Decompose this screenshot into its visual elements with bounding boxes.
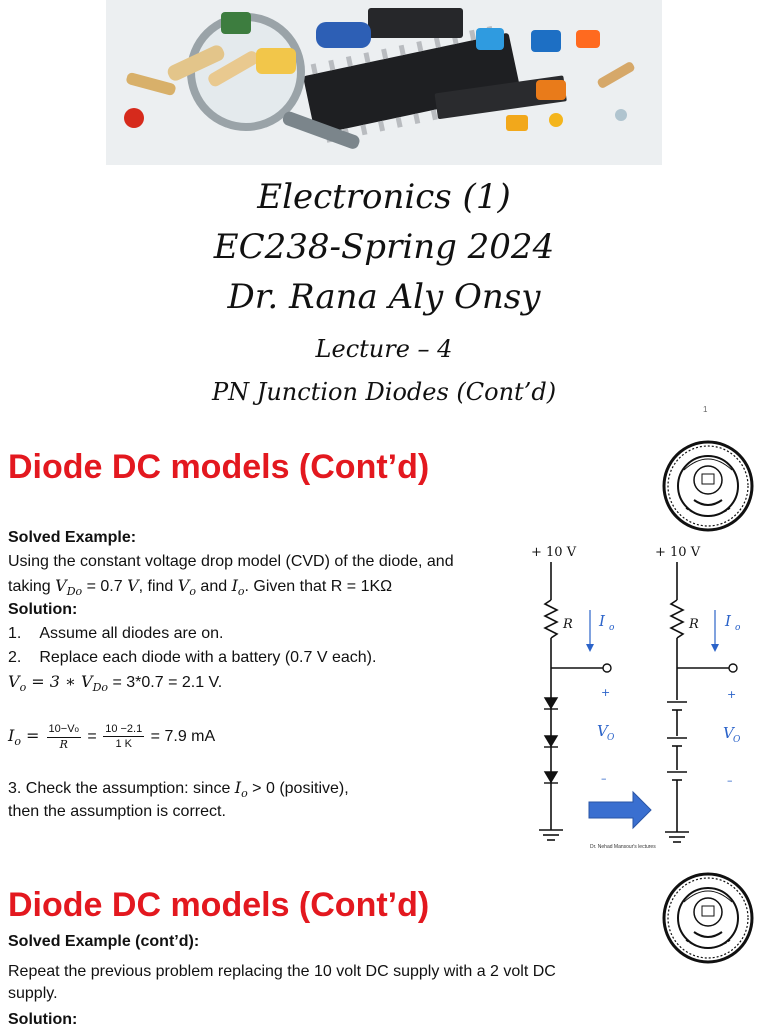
slide-heading: Diode DC models (Cont’d) — [8, 886, 430, 924]
math-subscript: Do — [66, 585, 83, 598]
io-equation — [8, 720, 215, 758]
text-fragment: . Given that R = 1KΩ — [244, 578, 393, 595]
text-fragment: > 0 (positive), — [247, 780, 349, 797]
supply-label-left: + 10 V — [531, 545, 577, 560]
text-fragment: = 7.9 mA — [146, 728, 216, 745]
math-operator: = 3 ∗ — [26, 672, 81, 691]
minus-sign-right: – — [727, 774, 733, 787]
math-v: V — [127, 576, 139, 595]
university-seal-icon — [662, 440, 754, 532]
right-arrow-icon — [589, 792, 651, 828]
instructor-name: Dr. Rana Aly Onsy — [227, 277, 541, 317]
text-fragment: and — [195, 578, 232, 595]
solution-label: Solution: — [8, 1011, 78, 1024]
vout-label-right: V — [723, 724, 734, 742]
resistor-label-left: R — [563, 617, 573, 632]
current-subscript-right: o — [735, 623, 741, 633]
title-block — [0, 172, 768, 412]
text-fragment: , find — [138, 578, 178, 595]
check-line-2: then the assumption is correct. — [8, 803, 226, 820]
course-code: EC238-Spring 2024 — [213, 227, 555, 267]
math-i: I — [234, 778, 242, 797]
math-subscript: o — [74, 724, 79, 734]
course-title: Electronics (1) — [257, 177, 511, 217]
plus-sign-left: + — [601, 686, 611, 699]
solved-example-label: Solved Example: — [8, 529, 137, 546]
diode-dc-models-slide-2 — [0, 870, 768, 1024]
vout-label-left: V — [597, 722, 608, 740]
problem-line-2: supply. — [8, 985, 58, 1002]
fraction-numerator — [47, 722, 81, 738]
lecture-topic: PN Junction Diodes (Cont’d) — [211, 378, 557, 406]
math-subscript: o — [241, 787, 248, 800]
step-1 — [8, 622, 223, 646]
current-subscript-left: o — [609, 623, 615, 633]
page-number: 1 — [703, 405, 708, 414]
step-number: 2. — [8, 649, 22, 666]
math-v: V — [55, 576, 67, 595]
text-fragment: = 0.7 — [82, 578, 128, 595]
problem-line-1: Using the constant voltage drop model (CVD) of the diode, and — [8, 553, 454, 570]
solved-example-label: Solved Example (cont’d): — [8, 933, 200, 950]
fraction-denominator: R — [59, 737, 68, 751]
components-illustration — [106, 0, 662, 165]
solution-label: Solution: — [8, 601, 78, 618]
math-v: V — [81, 672, 93, 691]
lecture-number: Lecture – 4 — [315, 335, 453, 363]
title-slide — [0, 0, 768, 420]
math-subscript: o — [237, 585, 245, 598]
vo-equation — [8, 670, 222, 700]
math-v: V — [8, 672, 20, 691]
diode-dc-models-slide — [0, 430, 768, 860]
math-operator: = — [20, 726, 45, 745]
fraction-1 — [47, 722, 81, 752]
fraction-2 — [103, 722, 144, 751]
university-seal-icon — [662, 872, 754, 964]
step-number: 1. — [8, 625, 22, 642]
current-label-right: I — [725, 612, 731, 630]
right-output-terminal — [729, 664, 737, 672]
step-text: Replace each diode with a battery (0.7 V each). — [39, 649, 377, 666]
numerator-text: 10−V — [48, 722, 75, 735]
current-label-left: I — [599, 612, 605, 630]
fraction-denominator: 1 K — [115, 738, 132, 751]
electronic-components-image — [106, 0, 662, 165]
step-text: Assume all diodes are on. — [39, 625, 224, 642]
text-fragment: = — [82, 728, 102, 745]
math-subscript: Do — [92, 681, 109, 694]
right-circuit — [665, 562, 729, 842]
text-fragment: 3. Check the assumption: since — [8, 780, 235, 797]
plus-sign-right: + — [727, 688, 737, 701]
current-arrow-left — [586, 644, 594, 652]
math-subscript: o — [189, 585, 196, 598]
minus-sign-left: – — [601, 772, 607, 785]
problem-line-1: Repeat the previous problem replacing the 10 volt DC supply with a 2 volt DC — [8, 963, 556, 980]
fraction-numerator: 10 −2.1 — [105, 723, 143, 736]
supply-label-right: + 10 V — [655, 545, 701, 560]
step-2 — [8, 646, 376, 670]
text-fragment: = 3*0.7 = 2.1 V. — [108, 674, 223, 691]
left-output-terminal — [603, 664, 611, 672]
math-v: V — [177, 576, 190, 595]
math-i: I — [231, 576, 238, 595]
resistor-label-right: R — [689, 617, 699, 632]
vout-subscript-left: O — [607, 733, 615, 743]
math-subscript: o — [14, 735, 21, 748]
slide-heading: Diode DC models (Cont’d) — [8, 448, 430, 486]
math-subscript: o — [19, 681, 27, 694]
math-i: I — [8, 726, 15, 745]
current-arrow-right — [711, 644, 719, 652]
diode-circuit-diagram — [515, 540, 765, 860]
image-credit: Dr. Nehad Mansour's lectures — [590, 844, 656, 850]
vout-subscript-right: O — [733, 735, 741, 745]
text-fragment: taking — [8, 578, 56, 595]
